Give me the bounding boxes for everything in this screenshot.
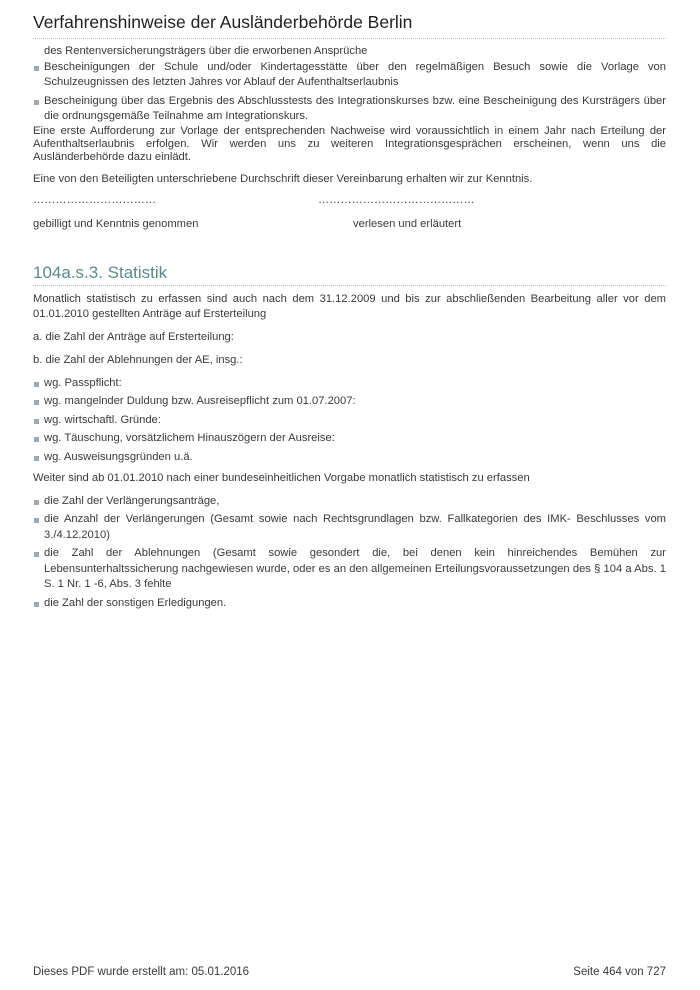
bullet-square-icon [34,552,39,557]
bullet-square-icon [34,518,39,523]
list-item: wg. Täuschung, vorsätzlichem Hinauszögern der Ausreise: [33,431,666,447]
signature-label-right: verlesen und erläutert [353,218,462,230]
section-intro: Monatlich statistisch zu erfassen sind auch nach dem 31.12.2009 und bis zur abschließenden Bearbeitung aller vor dem 01.01.2010 gestellten Anträge auf Ersterteilung [33,292,666,320]
bullet-square-icon [34,456,39,461]
document-content [33,44,666,614]
list-item: die Anzahl der Verlängerungen (Gesamt sowie nach Rechtsgrundlagen bzw. Fallkategorien des IMK- Beschlusses vom 3./4.12.2010) [33,512,666,543]
list-item: wg. wirtschaftl. Gründe: [33,413,666,429]
list-item: wg. Passpflicht: [33,376,666,392]
bullet-square-icon [34,382,39,387]
bullet-square-icon [34,500,39,505]
rejection-reasons-list [33,376,666,466]
bullet-square-icon [34,100,39,105]
creation-date: Dieses PDF wurde erstellt am: 05.01.2016 [33,966,250,978]
list-item-a: a. die Zahl der Anträge auf Ersterteilung: [33,330,234,343]
bullet-square-icon [34,437,39,442]
list-item-b: b. die Zahl der Ablehnungen der AE, insg.: [33,354,243,366]
page-number: Seite 464 von 727 [573,966,666,978]
signature-line-left: …………………………… [33,194,157,206]
paragraph: Weiter sind ab 01.01.2010 nach einer bundeseinheitlichen Vorgabe monatlich statistisch zu erfassen [33,472,530,484]
list-item: wg. mangelnder Duldung bzw. Ausreisepflicht zum 01.07.2007: [33,394,666,410]
list-item: Bescheinigung über das Ergebnis des Abschlusstests des Integrationskurses bzw. eine Bescheinigung des Kursträgers über die ordnungsgemäße Teilnahme am Integrationskurs. [33,94,666,125]
continuation-line: des Rentenversicherungsträgers über die erworbenen Ansprüche [44,45,368,57]
list-item: wg. Ausweisungsgründen u.ä. [33,450,666,466]
signature-lines [33,193,666,209]
list-item: Bescheinigungen der Schule und/oder Kindertagesstätte über den regelmäßigen Besuch sowie die Vorlage von Schulzeugnissen des letzten Jahres vor Ablauf der Aufenthaltserlaubnis [33,60,666,91]
signature-labels [33,217,666,233]
signature-line-right: …………………………………… [318,194,475,206]
list-item: die Zahl der Ablehnungen (Gesamt sowie gesondert die, bei denen kein hinreichendes Bemühen zur Lebensunterhaltssicherung nachgewiesen wurde, oder es an den allgemeinen Erteilungsvoraussetzungen des § 104 a Abs. 1 S. 1 Nr. 1 -6, Abs. 3 fehlte [33,546,666,593]
bullet-square-icon [34,400,39,405]
bullet-square-icon [34,66,39,71]
paragraph: Eine von den Beteiligten unterschriebene Durchschrift dieser Vereinbarung erhalten wir zur Kenntnis. [33,172,533,185]
list-item: die Zahl der sonstigen Erledigungen. [33,596,666,612]
bullet-square-icon [34,419,39,424]
list-item: die Zahl der Verlängerungsanträge, [33,494,666,510]
statistics-list [33,494,666,612]
bullet-square-icon [34,602,39,607]
page-header: Verfahrenshinweise der Ausländerbehörde Berlin [33,12,666,39]
paragraph: Eine erste Aufforderung zur Vorlage der entsprechenden Nachweise wird voraussichtlich in einem Jahr nach Erteilung der Aufenthaltserlaubnis erfolgen. Wir werden uns zu weiteren Integrationsgesprächen erscheinen, wenn uns die Ausländerbehörde dazu einlädt. [33,124,666,163]
evidence-list [33,60,666,125]
page-footer [33,966,666,978]
section-title: 104a.s.3. Statistik [33,265,666,286]
signature-label-left: gebilligt und Kenntnis genommen [33,218,199,230]
